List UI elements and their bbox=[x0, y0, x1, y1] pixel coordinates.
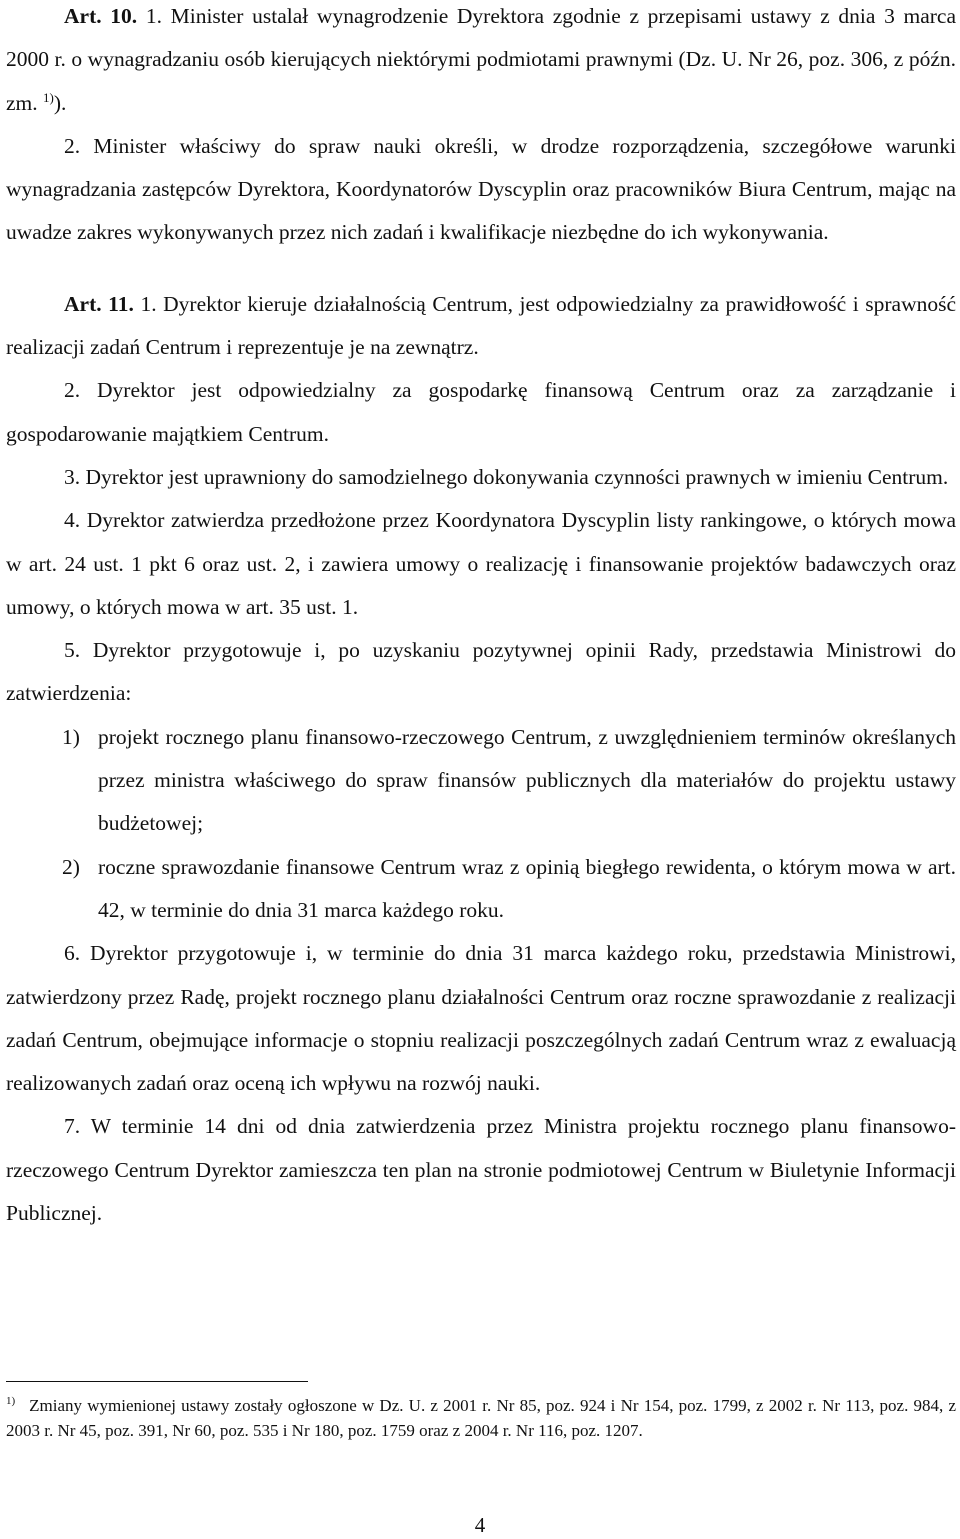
art11-p5-item-1 bbox=[6, 716, 956, 846]
list-item-number: 1) bbox=[62, 724, 80, 749]
art11-paragraph-4 bbox=[6, 499, 956, 629]
document-page bbox=[6, 0, 957, 1440]
art11-p4-text: 4. Dyrektor zatwierdza przedłożone przez Koordynatora Dyscyplin listy rankingowe, o których mowa w art. 24 ust. 1 pkt 6 oraz ust. 2, i zawiera umowy o realizację i finansowanie projektów badawczych oraz umowy, o których mowa w art. 35 ust. 1. bbox=[6, 508, 956, 619]
art11-paragraph-7 bbox=[6, 1105, 956, 1235]
footnote-reference[interactable]: 1) bbox=[43, 89, 54, 105]
footnote-separator bbox=[6, 1381, 308, 1382]
art10-p2-text: 2. Minister właściwy do spraw nauki określi, w drodze rozporządzenia, szczegółowe warunki wynagradzania zastępców Dyrektora, Koordynatorów Dyscyplin oraz pracowników Biura Centrum, mając na uwadze zakres wykonywanych przez nich zadań i kwalifikacje niezbędne do ich wykonywania. bbox=[6, 133, 956, 245]
art11-paragraph-6 bbox=[6, 932, 956, 1105]
art11-paragraph-2 bbox=[6, 369, 956, 456]
art11-paragraph-5 bbox=[6, 629, 956, 716]
art10-label: Art. 10. bbox=[64, 4, 138, 28]
list-item-text: projekt rocznego planu finansowo-rzeczowego Centrum, z uwzględnieniem terminów określanych przez ministra właściwego do spraw finansów publicznych dla materiałów do projektu ustawy budżetowej; bbox=[98, 724, 956, 836]
art11-p6-text: 6. Dyrektor przygotowuje i, w terminie do dnia 31 marca każdego roku, przedstawia Ministrowi, zatwierdzony przez Radę, projekt rocznego planu działalności Centrum oraz roczne sprawozdanie z realizacji zadań Centrum, obejmujące informacje o stopniu realizacji poszczególnych zadań Centrum wraz z ewaluacją realizowanych zadań oraz oceną ich wpływu na rozwój nauki. bbox=[6, 941, 956, 1096]
art11-paragraph-1 bbox=[6, 283, 956, 370]
art11-p5-item-2 bbox=[6, 846, 956, 933]
art11-paragraph-3 bbox=[6, 456, 956, 499]
footnote-mark: 1) bbox=[6, 1395, 16, 1408]
art10-paragraph-1 bbox=[6, 0, 956, 125]
art11-label: Art. 11. bbox=[64, 291, 134, 316]
art10-paragraph-2 bbox=[6, 125, 956, 255]
art11-p3-text: 3. Dyrektor jest uprawniony do samodzielnego dokonywania czynności prawnych w imieniu Centrum. bbox=[64, 464, 949, 489]
list-item-text: roczne sprawozdanie finansowe Centrum wraz z opinią biegłego rewidenta, o którym mowa w art. 42, w terminie do dnia 31 marca każdego roku. bbox=[98, 854, 956, 922]
page-number: 4 bbox=[474, 1513, 486, 1537]
art10-p1-num: 1. bbox=[145, 4, 162, 28]
footnote bbox=[6, 1394, 956, 1443]
list-item-number: 2) bbox=[62, 854, 80, 879]
art11-p2-text: 2. Dyrektor jest odpowiedzialny za gospodarkę finansową Centrum oraz za zarządzanie i gospodarowanie majątkiem Centrum. bbox=[6, 378, 956, 446]
art10-p1-text-end: ). bbox=[53, 90, 67, 115]
art10-p1-text: Minister ustalał wynagrodzenie Dyrektora zgodnie z przepisami ustawy z dnia 3 marca 2000 r. o wynagradzaniu osób kierujących niektórymi podmiotami prawnymi (Dz. U. Nr 26, poz. 306, z późn. zm. bbox=[6, 4, 957, 115]
art11-p5-text: 5. Dyrektor przygotowuje i, po uzyskaniu pozytywnej opinii Rady, przedstawia Ministrowi do zatwierdzenia: bbox=[6, 638, 956, 706]
footnote-text: Zmiany wymienionej ustawy zostały ogłoszone w Dz. U. z 2001 r. Nr 85, poz. 924 i Nr 154, poz. 1799, z 2002 r. Nr 113, poz. 984, z 2003 r. Nr 45, poz. 391, Nr 60, poz. 535 i Nr 180, poz. 1759 oraz z 2004 r. Nr 116, poz. 1207. bbox=[6, 1396, 956, 1440]
art11-p7-text: 7. W terminie 14 dni od dnia zatwierdzenia przez Ministra projektu rocznego planu finansowo-rzeczowego Centrum Dyrektor zamieszcza ten plan na stronie podmiotowej Centrum w Biuletynie Informacji Publicznej. bbox=[6, 1114, 956, 1226]
art11-p1-text: 1. Dyrektor kieruje działalnością Centrum, jest odpowiedzialny za prawidłowość i sprawność realizacji zadań Centrum i reprezentuje je na zewnątrz. bbox=[6, 291, 957, 360]
